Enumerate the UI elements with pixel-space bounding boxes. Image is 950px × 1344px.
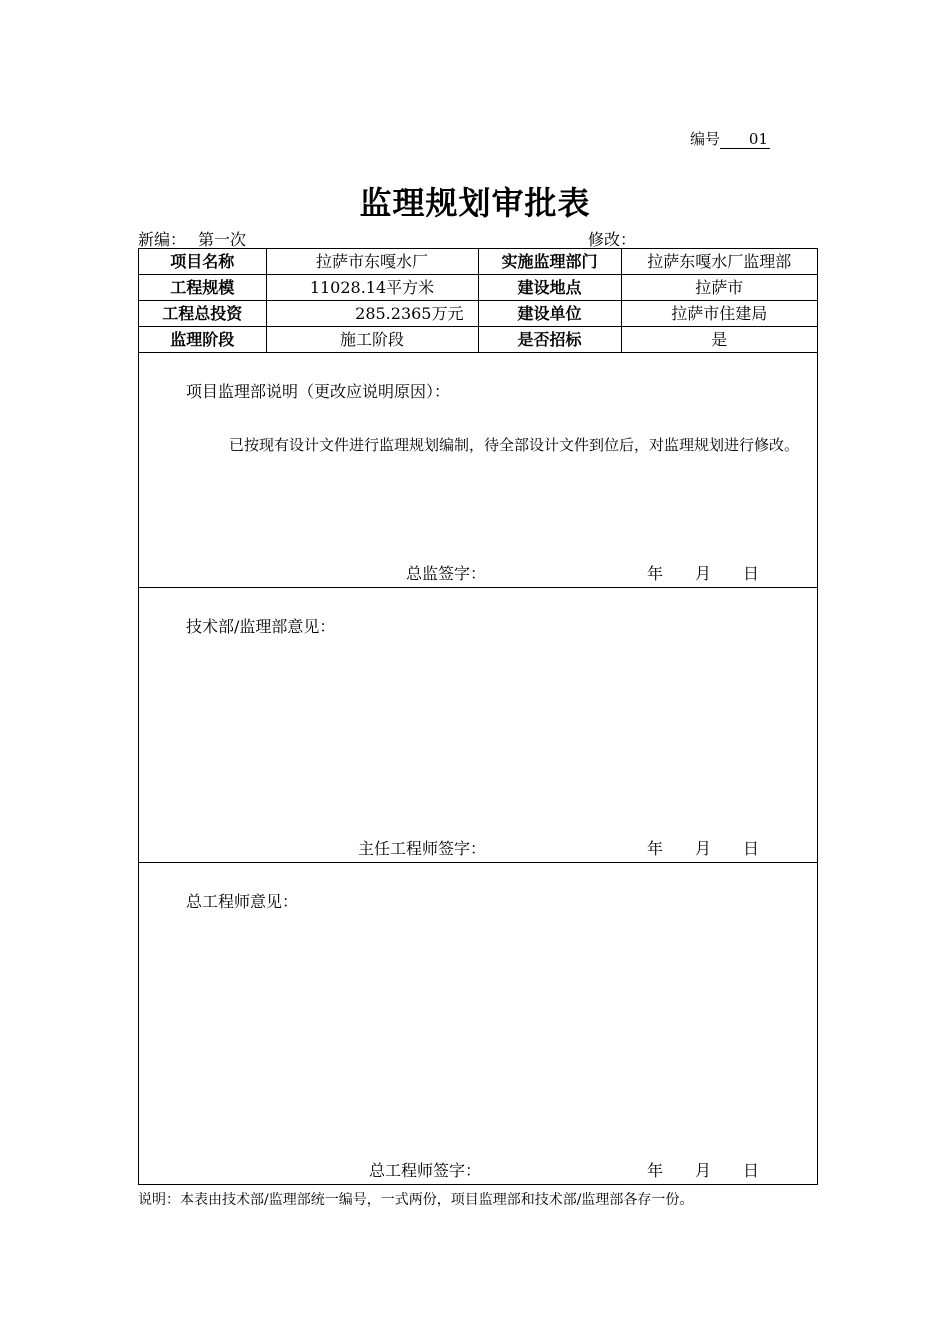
cell-label: 是否招标 — [478, 327, 621, 353]
date-year: 年 — [647, 839, 664, 858]
cell-value: 拉萨市东嘎水厂 — [266, 249, 478, 275]
cell-label: 监理阶段 — [139, 327, 266, 353]
serial-label: 编号 — [690, 130, 721, 148]
footer-note: 说明：本表由技术部/监理部统一编号，一式两份，项目监理部和技术部/监理部各存一份。 — [138, 1192, 694, 1208]
chief-engineer-section — [139, 862, 817, 1184]
cell-label: 实施监理部门 — [478, 249, 621, 275]
table-row — [139, 275, 817, 301]
cell-value: 施工阶段 — [266, 327, 478, 353]
cell-value: 11028.14平方米 — [266, 275, 478, 301]
revision-label: 修改： — [588, 230, 637, 249]
date-day: 日 — [743, 1161, 760, 1180]
date-month: 月 — [695, 1161, 712, 1180]
form-title: 监理规划审批表 — [359, 184, 591, 222]
section-body: 已按现有设计文件进行监理规划编制，待全部设计文件到位后，对监理规划进行修改。 — [229, 436, 800, 454]
table-row — [139, 301, 817, 327]
project-dept-section — [139, 352, 817, 587]
tech-dept-section — [139, 587, 817, 862]
date-day: 日 — [743, 564, 760, 583]
cell-value: 285.2365万元 — [266, 301, 478, 327]
date-month: 月 — [695, 839, 712, 858]
signature-label: 总工程师签字： — [369, 1161, 482, 1180]
cell-label: 项目名称 — [139, 249, 266, 275]
cell-label: 工程总投资 — [139, 301, 266, 327]
signature-label: 主任工程师签字： — [358, 839, 487, 858]
date-year: 年 — [647, 1161, 664, 1180]
section-heading: 项目监理部说明（更改应说明原因）： — [186, 382, 451, 401]
approval-form — [138, 248, 818, 1185]
cell-label: 建设单位 — [478, 301, 621, 327]
table-row — [139, 249, 817, 275]
cell-label: 建设地点 — [478, 275, 621, 301]
edition-line — [138, 227, 246, 250]
cell-value: 拉萨市 — [621, 275, 817, 301]
serial-value: 01 — [720, 130, 770, 149]
section-heading: 总工程师意见： — [186, 892, 299, 911]
signature-label: 总监签字： — [406, 564, 487, 583]
section-heading: 技术部/监理部意见： — [186, 617, 336, 636]
serial-number — [690, 128, 770, 149]
cell-value: 拉萨东嘎水厂监理部 — [621, 249, 817, 275]
cell-label: 工程规模 — [139, 275, 266, 301]
cell-value: 是 — [621, 327, 817, 353]
edition-label: 新编： — [138, 230, 187, 249]
date-month: 月 — [695, 564, 712, 583]
date-day: 日 — [743, 839, 760, 858]
edition-value: 第一次 — [198, 230, 247, 249]
cell-value: 拉萨市住建局 — [621, 301, 817, 327]
table-row — [139, 327, 817, 353]
date-year: 年 — [647, 564, 664, 583]
project-info-table — [139, 249, 817, 353]
